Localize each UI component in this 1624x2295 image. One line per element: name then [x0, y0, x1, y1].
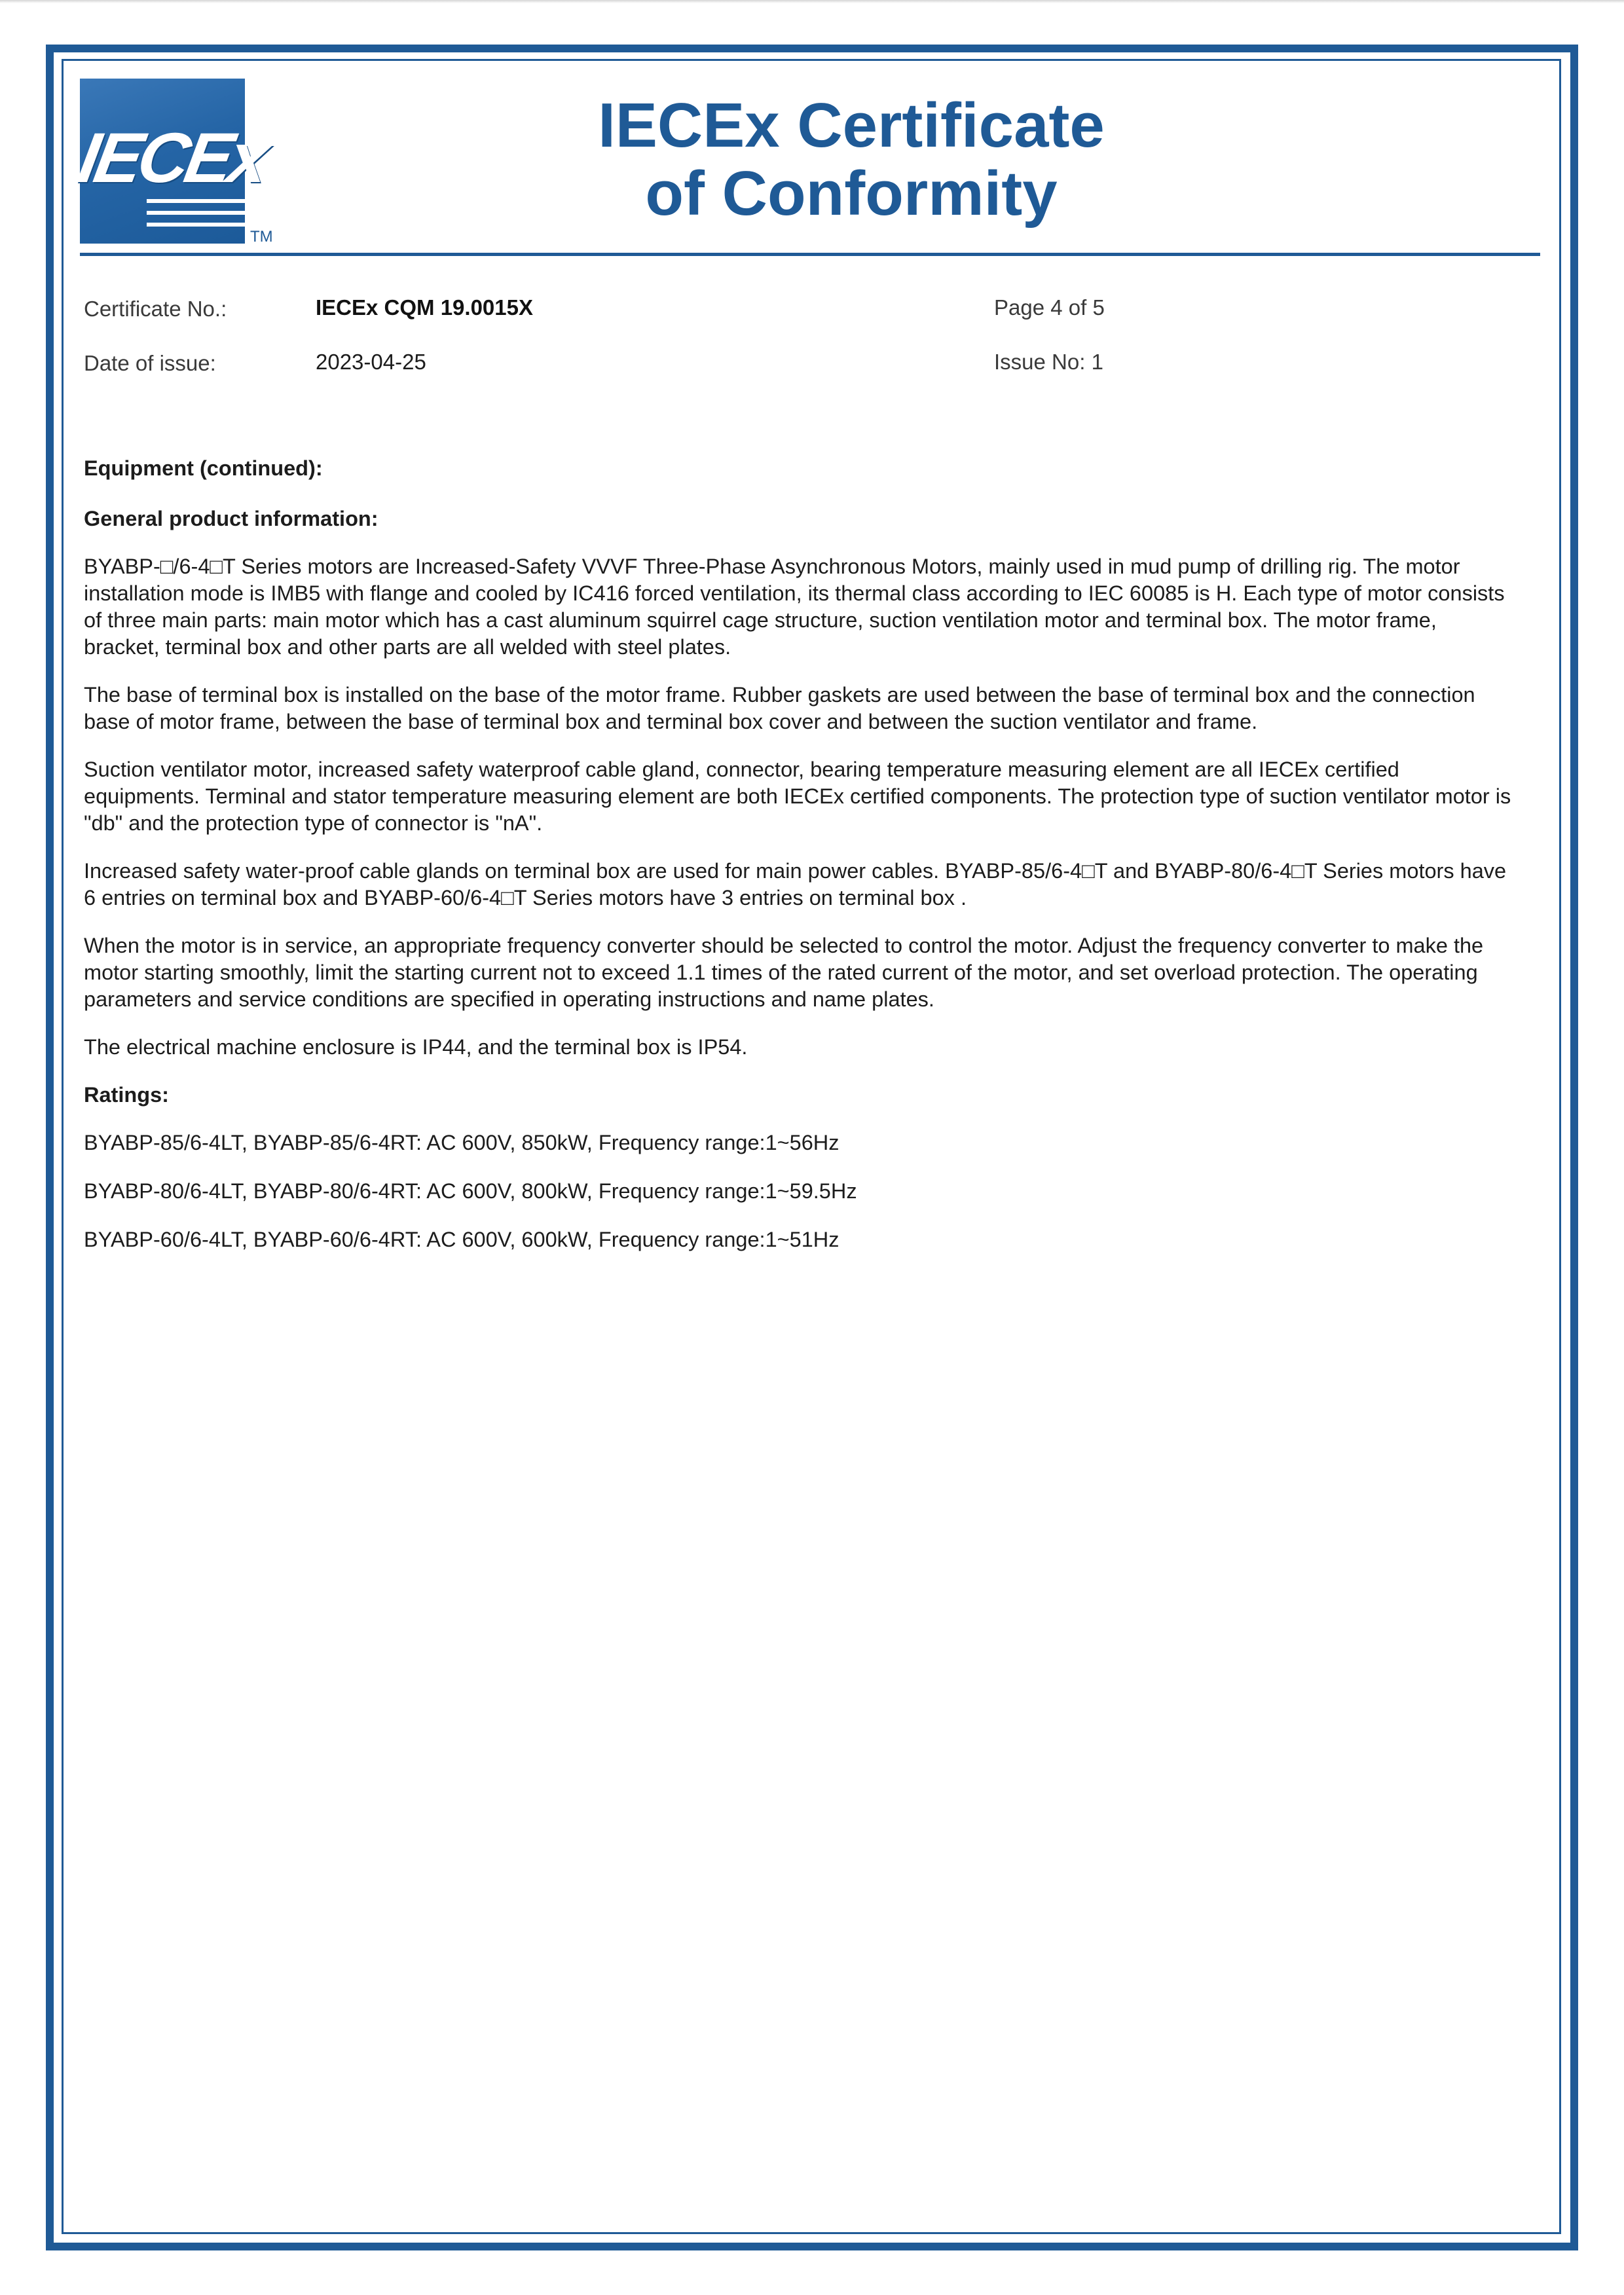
logo-stripe	[147, 211, 245, 215]
title-divider	[80, 253, 1540, 256]
trademark-mark: TM	[250, 228, 273, 246]
logo-wordmark: IECEx	[73, 118, 272, 197]
equipment-heading: Equipment (continued):	[84, 456, 323, 480]
title-line-1: IECEx Certificate	[598, 90, 1105, 160]
title-line-2: of Conformity	[645, 158, 1058, 229]
date-of-issue-value: 2023-04-25	[316, 350, 426, 374]
page-title	[524, 92, 1179, 228]
page-number: Page 4 of 5	[994, 295, 1105, 320]
rating-line: BYABP-60/6-4LT, BYABP-60/6-4RT: AC 600V, 600kW, Frequency range:1~51Hz	[84, 1228, 840, 1251]
rating-line: BYABP-80/6-4LT, BYABP-80/6-4RT: AC 600V, 800kW, Frequency range:1~59.5Hz	[84, 1179, 857, 1203]
certificate-body	[84, 455, 1518, 1275]
paragraph: The base of terminal box is installed on the base of the motor frame. Rubber gaskets are used between the base of terminal box and the connection base of motor frame, between the base of terminal box and terminal box cover and between the suction ventilator and frame.	[84, 683, 1475, 733]
scan-edge	[0, 0, 1624, 3]
rating-line: BYABP-85/6-4LT, BYABP-85/6-4RT: AC 600V, 850kW, Frequency range:1~56Hz	[84, 1131, 840, 1154]
paragraph: Suction ventilator motor, increased safety waterproof cable gland, connector, bearing temperature measuring element are all IECEx certified equipments. Terminal and stator temperature measuring element are both IECEx certified components. The protection type of suction ventilator motor is "db" and the protection type of connector is "nA".	[84, 758, 1511, 835]
certificate-number-label: Certificate No.:	[84, 297, 227, 321]
general-info-heading: General product information:	[84, 507, 378, 530]
certificate-number-value: IECEx CQM 19.0015X	[316, 295, 533, 320]
paragraph: The electrical machine enclosure is IP44, and the terminal box is IP54.	[84, 1035, 748, 1059]
paragraph: When the motor is in service, an appropriate frequency converter should be selected to control the motor. Adjust the frequency converter to make the motor starting smoothly, limit the starting current not to exceed 1.1 times of the rated current of the motor, and set overload protection. The operating parameters and service conditions are specified in operating instructions and name plates.	[84, 934, 1484, 1011]
logo-stripe	[147, 223, 245, 227]
logo-stripe	[147, 199, 245, 203]
date-of-issue-label: Date of issue:	[84, 351, 216, 375]
paragraph: BYABP-□/6-4□T Series motors are Increased-Safety VVVF Three-Phase Asynchronous Motors, mainly used in mud pump of drilling rig. The motor installation mode is IMB5 with flange and cooled by IC416 forced ventilation, its thermal class according to IEC 60085 is H. Each type of motor consists of three main parts: main motor which has a cast aluminum squirrel cage structure, suction ventilation motor and terminal box. The motor frame, bracket, terminal box and other parts are all welded with steel plates.	[84, 555, 1505, 659]
ratings-heading: Ratings:	[84, 1083, 169, 1107]
paragraph: Increased safety water-proof cable glands on terminal box are used for main power cables. BYABP-85/6-4□T and BYABP-80/6-4□T Series motors have 6 entries on terminal box and BYABP-60/6-4□T Series motors have 3 entries on terminal box .	[84, 859, 1507, 909]
issue-number: Issue No: 1	[994, 350, 1103, 374]
